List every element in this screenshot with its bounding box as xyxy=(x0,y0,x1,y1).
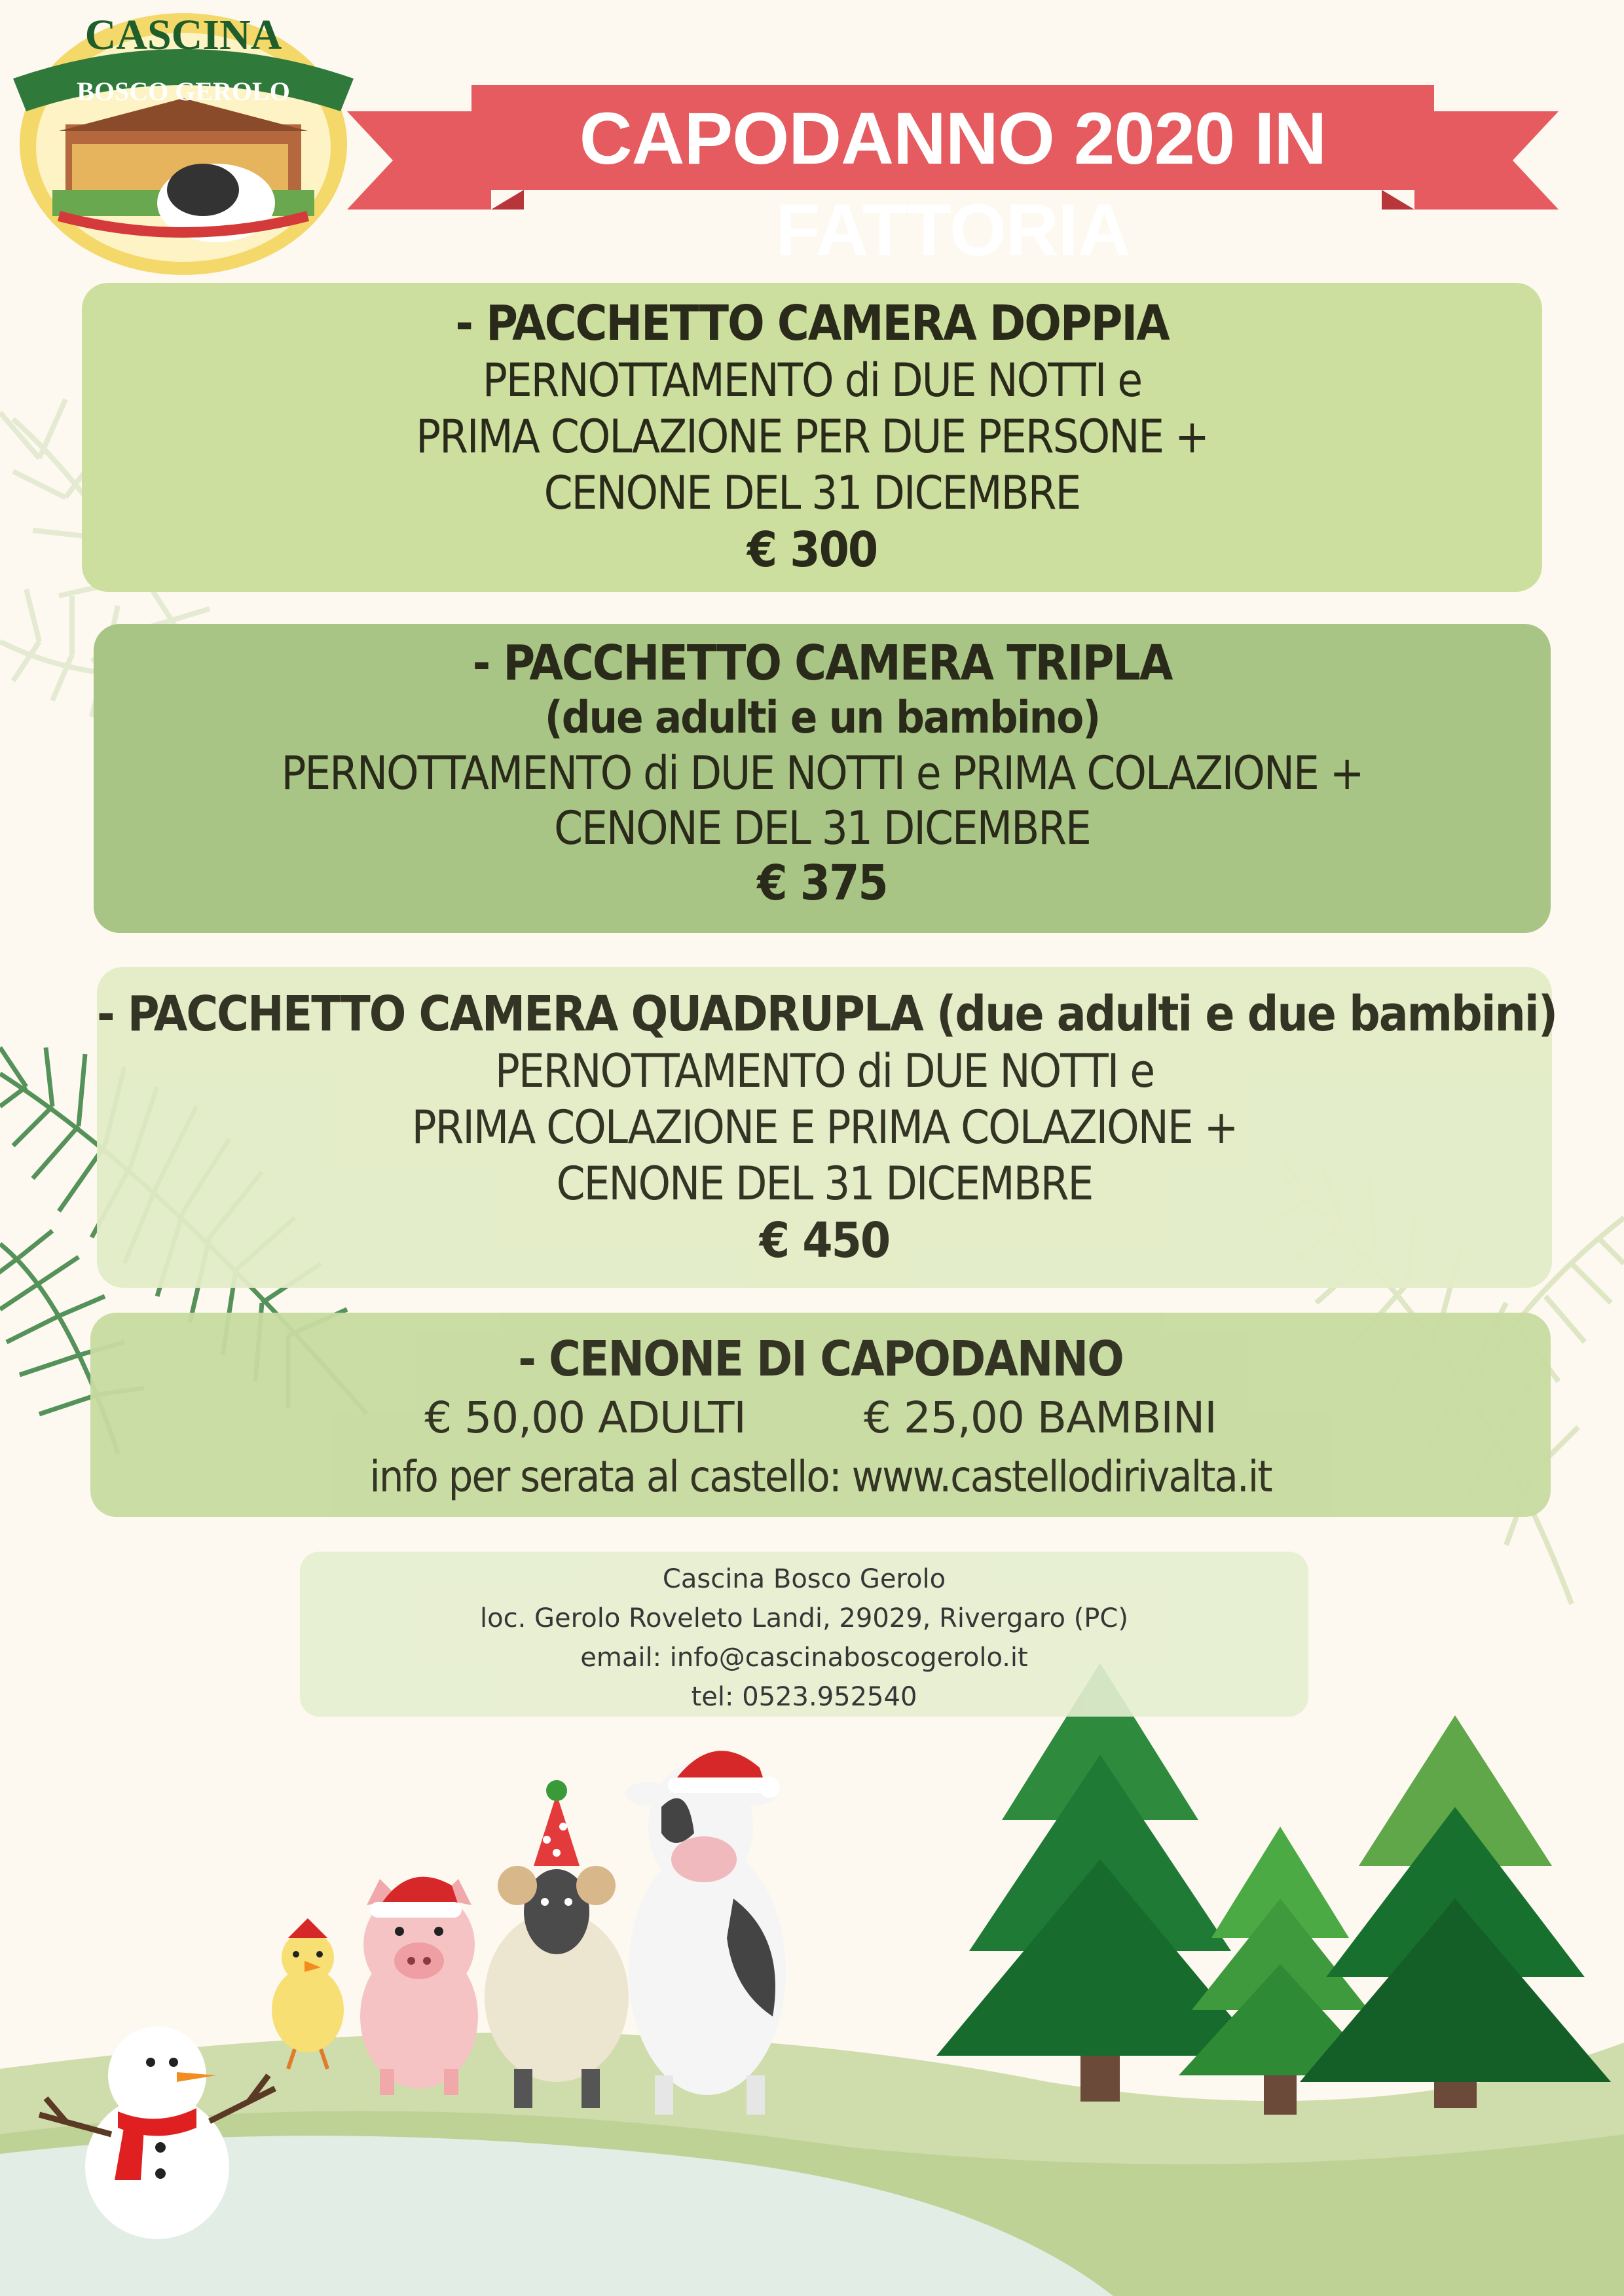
cenone-adult-price: € 50,00 ADULTI xyxy=(424,1393,746,1443)
christmas-tree-right xyxy=(1300,1715,1611,2108)
package-line: PRIMA COLAZIONE E PRIMA COLAZIONE + xyxy=(411,1101,1238,1154)
christmas-tree-left xyxy=(936,1663,1264,2102)
contact-name: Cascina Bosco Gerolo xyxy=(662,1564,946,1594)
contact-phone[interactable]: tel: 0523.952540 xyxy=(691,1682,917,1712)
package-price: € 450 xyxy=(759,1212,890,1269)
package-line: PERNOTTAMENTO di DUE NOTTI e xyxy=(494,1044,1154,1098)
contact-email[interactable]: email: info@cascinaboscogerolo.it xyxy=(580,1643,1028,1673)
cenone-prices xyxy=(90,1389,1551,1448)
logo xyxy=(13,7,354,282)
package-double-room xyxy=(82,283,1542,592)
cenone-box xyxy=(90,1313,1551,1517)
package-price: € 375 xyxy=(757,855,887,911)
contact-address: loc. Gerolo Roveleto Landi, 29029, Rivergaro (PC) xyxy=(480,1603,1128,1633)
package-quad-room xyxy=(97,967,1557,1288)
package-line: PERNOTTAMENTO di DUE NOTTI e PRIMA COLAZIONE + xyxy=(281,746,1363,800)
title-banner xyxy=(347,79,1559,271)
package-price: € 300 xyxy=(747,522,877,578)
pig xyxy=(360,1877,478,2095)
package-title: - PACCHETTO CAMERA QUADRUPLA (due adulti e due bambini) xyxy=(97,986,1557,1042)
banner-title: CAPODANNO 2020 IN FATTORIA xyxy=(579,98,1327,271)
cenone-info-link[interactable]: info per serata al castello: www.castellodirivalta.it xyxy=(369,1451,1272,1502)
package-triple-room xyxy=(94,624,1551,933)
package-subtitle: (due adulti e un bambino) xyxy=(544,692,1100,744)
package-line: PERNOTTAMENTO di DUE NOTTI e xyxy=(482,354,1142,407)
cenone-title: - CENONE DI CAPODANNO xyxy=(518,1331,1123,1387)
package-title: - PACCHETTO CAMERA DOPPIA xyxy=(455,295,1169,352)
logo-text-bosco-gerolo: BOSCO GEROLO xyxy=(77,77,290,106)
package-line: CENONE DEL 31 DICEMBRE xyxy=(544,466,1080,520)
logo-text-cascina: CASCINA xyxy=(84,11,282,59)
package-line: CENONE DEL 31 DICEMBRE xyxy=(556,1157,1093,1211)
package-line: CENONE DEL 31 DICEMBRE xyxy=(554,801,1090,855)
cenone-child-price: € 25,00 BAMBINI xyxy=(863,1393,1217,1443)
contact-box xyxy=(300,1552,1308,1717)
package-title: - PACCHETTO CAMERA TRIPLA xyxy=(472,635,1172,691)
package-line: PRIMA COLAZIONE PER DUE PERSONE + xyxy=(416,410,1208,464)
